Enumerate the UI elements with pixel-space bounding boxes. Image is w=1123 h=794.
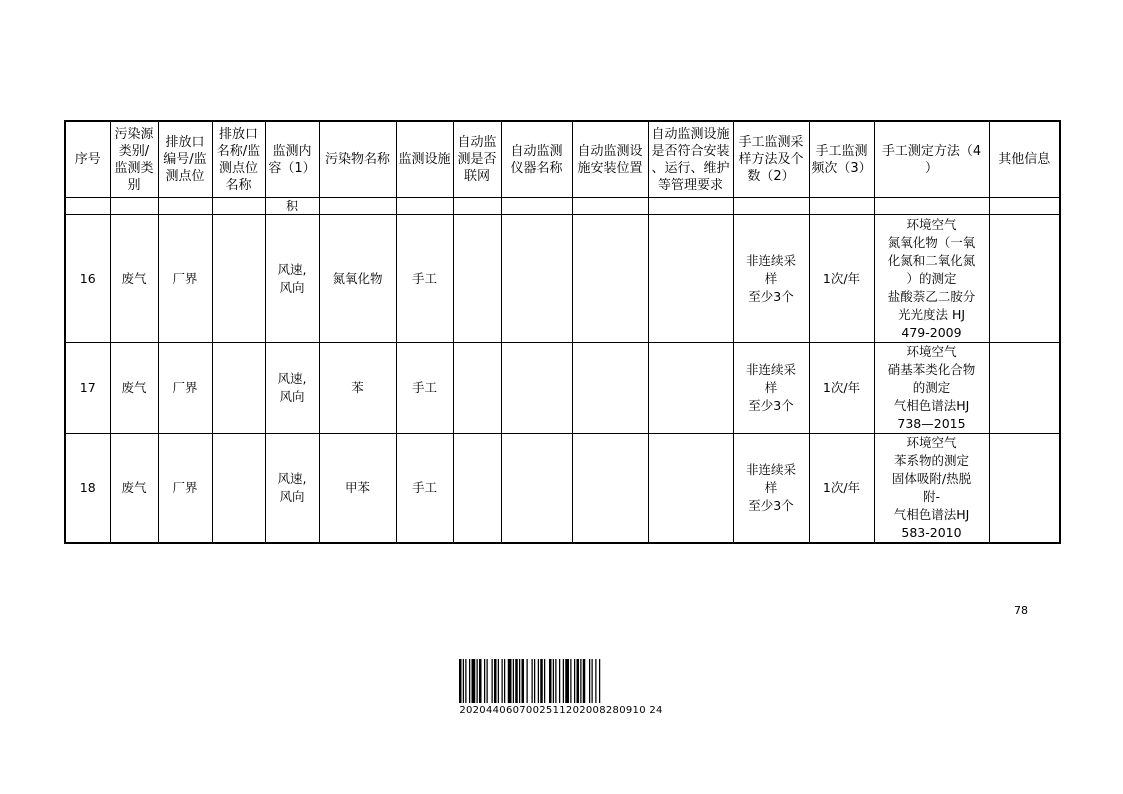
table-cell [648,198,733,215]
barcode-number: 2020440607002511202008280910 24 [459,705,663,716]
manual-test-method: 环境空气 氮氧化物（一氧 化氮和二氧化氮 ）的测定 盐酸萘乙二胺分 光光度法 HJ 479-2009 [874,215,989,343]
auto-networked [453,215,501,343]
header-cell: 手工监测 频次（3） [809,121,874,198]
auto-compliance [648,434,733,544]
manual-frequency: 1次/年 [809,434,874,544]
other-info [989,343,1060,434]
monitoring-content: 风速, 风向 [265,434,319,544]
manual-sampling-method: 非连续采 样 至少3个 [733,215,809,343]
manual-frequency: 1次/年 [809,215,874,343]
table-cell [212,198,265,215]
table-row [65,215,1060,343]
table-cell [319,198,396,215]
monitoring-content: 风速, 风向 [265,343,319,434]
manual-frequency: 1次/年 [809,343,874,434]
header-cell: 污染源 类别/ 监测类 别 [110,121,158,198]
header-cell: 自动监测设 施安装位置 [572,121,648,198]
header-cell: 污染物名称 [319,121,396,198]
header-cell: 排放口 编号/监 测点位 [158,121,212,198]
auto-compliance [648,215,733,343]
table-cell [501,198,572,215]
auto-install-position [572,434,648,544]
table-row [65,434,1060,544]
header-cell: 其他信息 [989,121,1060,198]
table-cell [733,198,809,215]
table-cell [65,198,110,215]
manual-sampling-method: 非连续采 样 至少3个 [733,343,809,434]
row-number: 17 [65,343,110,434]
header-cell: 手工测定方法（4 ） [874,121,989,198]
outlet-point-name [212,343,265,434]
monitoring-content: 风速, 风向 [265,215,319,343]
header-cell: 序号 [65,121,110,198]
outlet-point: 厂界 [158,343,212,434]
header-cell: 自动监 测是否 联网 [453,121,501,198]
table-cell: 积 [265,198,319,215]
manual-test-method: 环境空气 苯系物的测定 固体吸附/热脱 附- 气相色谱法HJ 583-2010 [874,434,989,544]
monitoring-facility: 手工 [396,215,453,343]
pollutant-name: 苯 [319,343,396,434]
table-cell [110,198,158,215]
source-type: 废气 [110,343,158,434]
source-type: 废气 [110,215,158,343]
header-row [65,121,1060,198]
manual-sampling-method: 非连续采 样 至少3个 [733,434,809,544]
auto-install-position [572,343,648,434]
table-cell [453,198,501,215]
table-cell [809,198,874,215]
outlet-point: 厂界 [158,215,212,343]
header-cell: 监测设施 [396,121,453,198]
header-cell: 排放口 名称/监 测点位 名称 [212,121,265,198]
auto-instrument-name [501,343,572,434]
table-cell [396,198,453,215]
barcode [459,659,663,703]
header-cell: 手工监测采 样方法及个 数（2） [733,121,809,198]
manual-test-method: 环境空气 硝基苯类化合物 的测定 气相色谱法HJ 738—2015 [874,343,989,434]
monitoring-table [64,120,1061,544]
outlet-point: 厂界 [158,434,212,544]
other-info [989,215,1060,343]
header-cell: 监测内 容（1） [265,121,319,198]
monitoring-facility: 手工 [396,343,453,434]
pollutant-name: 甲苯 [319,434,396,544]
header-cell: 自动监测设施 是否符合安装 、运行、维护 等管理要求 [648,121,733,198]
outlet-point-name [212,434,265,544]
continuation-row [65,198,1060,215]
auto-instrument-name [501,215,572,343]
table-row [65,343,1060,434]
auto-install-position [572,215,648,343]
page-number: 78 [1014,604,1028,617]
auto-networked [453,343,501,434]
table-cell [874,198,989,215]
source-type: 废气 [110,434,158,544]
monitoring-facility: 手工 [396,434,453,544]
table-cell [572,198,648,215]
auto-networked [453,434,501,544]
table-cell [989,198,1060,215]
row-number: 18 [65,434,110,544]
header-cell: 自动监测 仪器名称 [501,121,572,198]
other-info [989,434,1060,544]
pollutant-name: 氮氧化物 [319,215,396,343]
outlet-point-name [212,215,265,343]
auto-instrument-name [501,434,572,544]
table-cell [158,198,212,215]
row-number: 16 [65,215,110,343]
auto-compliance [648,343,733,434]
